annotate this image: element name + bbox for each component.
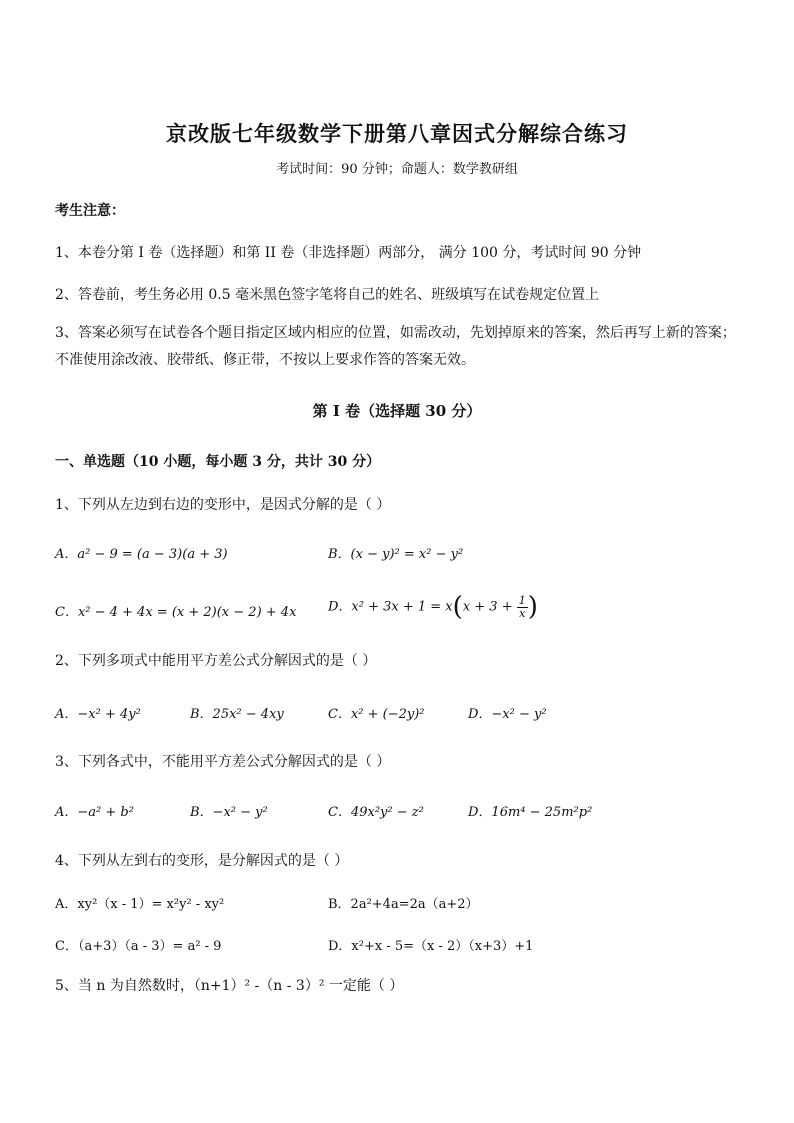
question-2-option-a[interactable]: A．−x² + 4y²	[55, 707, 141, 722]
question-2-option-c[interactable]: C．x² + (−2y)²	[328, 707, 425, 722]
notice-item-2: 2、答卷前，考生务必用 0.5 毫米黑色签字笔将自己的姓名、班级填写在试卷规定位置上	[55, 287, 600, 303]
question-2-option-d[interactable]: D．−x² − y²	[468, 707, 547, 722]
fraction-denominator: x	[519, 606, 526, 620]
exam-title: 京改版七年级数学下册第八章因式分解综合练习	[166, 121, 628, 146]
question-3-option-c[interactable]: C．49x²y² − z²	[328, 805, 424, 820]
question-4-option-a[interactable]: A．xy²（x - 1）= x²y² - xy²	[55, 897, 225, 912]
question-5-stem: 5、当 n 为自然数时，（n+1）² -（n - 3）² 一定能（ ）	[55, 978, 404, 994]
notice-item-3: 3、答案必须写在试卷各个题目指定区域内相应的位置，如需改动，先划掉原来的答案，然后再写上新的答案；不准使用涂改液、胶带纸、修正带，不按以上要求作答的答案无效。	[55, 325, 736, 368]
question-1-option-a[interactable]: A．a² − 9 = (a − 3)(a + 3)	[55, 547, 228, 562]
question-3-option-d[interactable]: D．16m⁴ − 25m²p²	[468, 805, 593, 820]
right-paren: )	[527, 592, 538, 622]
question-1-stem: 1、下列从左边到右边的变形中，是因式分解的是（ ）	[55, 497, 391, 513]
fraction-numerator: 1	[518, 593, 526, 607]
question-1-option-d[interactable]	[328, 592, 538, 622]
question-4-option-c[interactable]: C．（a+3）（a - 3）= a² - 9	[55, 939, 222, 954]
question-1-option-d-paren-content: x + 3 +	[462, 599, 513, 615]
notice-item-1: 1、本卷分第 I 卷（选择题）和第 II 卷（非选择题）两部分， 满分 100 分，考试时间 90 分钟	[55, 245, 642, 261]
section-heading: 一、单选题（10 小题，每小题 3 分，共计 30 分）	[55, 454, 381, 470]
question-1-option-c[interactable]: C．x² − 4 + 4x = (x + 2)(x − 2) + 4x	[55, 605, 297, 620]
question-3-option-b[interactable]: B．−x² − y²	[190, 805, 268, 820]
left-paren: (	[452, 592, 463, 622]
question-3-option-a[interactable]: A．−a² + b²	[55, 805, 134, 820]
question-2-option-b[interactable]: B．25x² − 4xy	[190, 707, 284, 722]
exam-subtitle: 考试时间：90 分钟；命题人：数学教研组	[276, 162, 518, 177]
question-1-option-b[interactable]: B．(x − y)² = x² − y²	[328, 547, 464, 562]
question-4-option-d[interactable]: D．x²+x - 5=（x - 2）（x+3）+1	[328, 939, 534, 954]
part-title: 第 I 卷（选择题 30 分）	[312, 402, 482, 420]
notice-heading: 考生注意：	[55, 203, 125, 219]
question-3-stem: 3、下列各式中，不能用平方差公式分解因式的是（ ）	[55, 754, 391, 770]
question-2-stem: 2、下列多项式中能用平方差公式分解因式的是（ ）	[55, 653, 377, 669]
question-4-option-b[interactable]: B．2a²+4a=2a（a+2）	[328, 897, 479, 912]
question-4-stem: 4、下列从左到右的变形，是分解因式的是（ ）	[55, 853, 349, 869]
question-1-option-d-label: D．x² + 3x + 1 = x	[328, 599, 453, 615]
fraction	[517, 595, 528, 620]
